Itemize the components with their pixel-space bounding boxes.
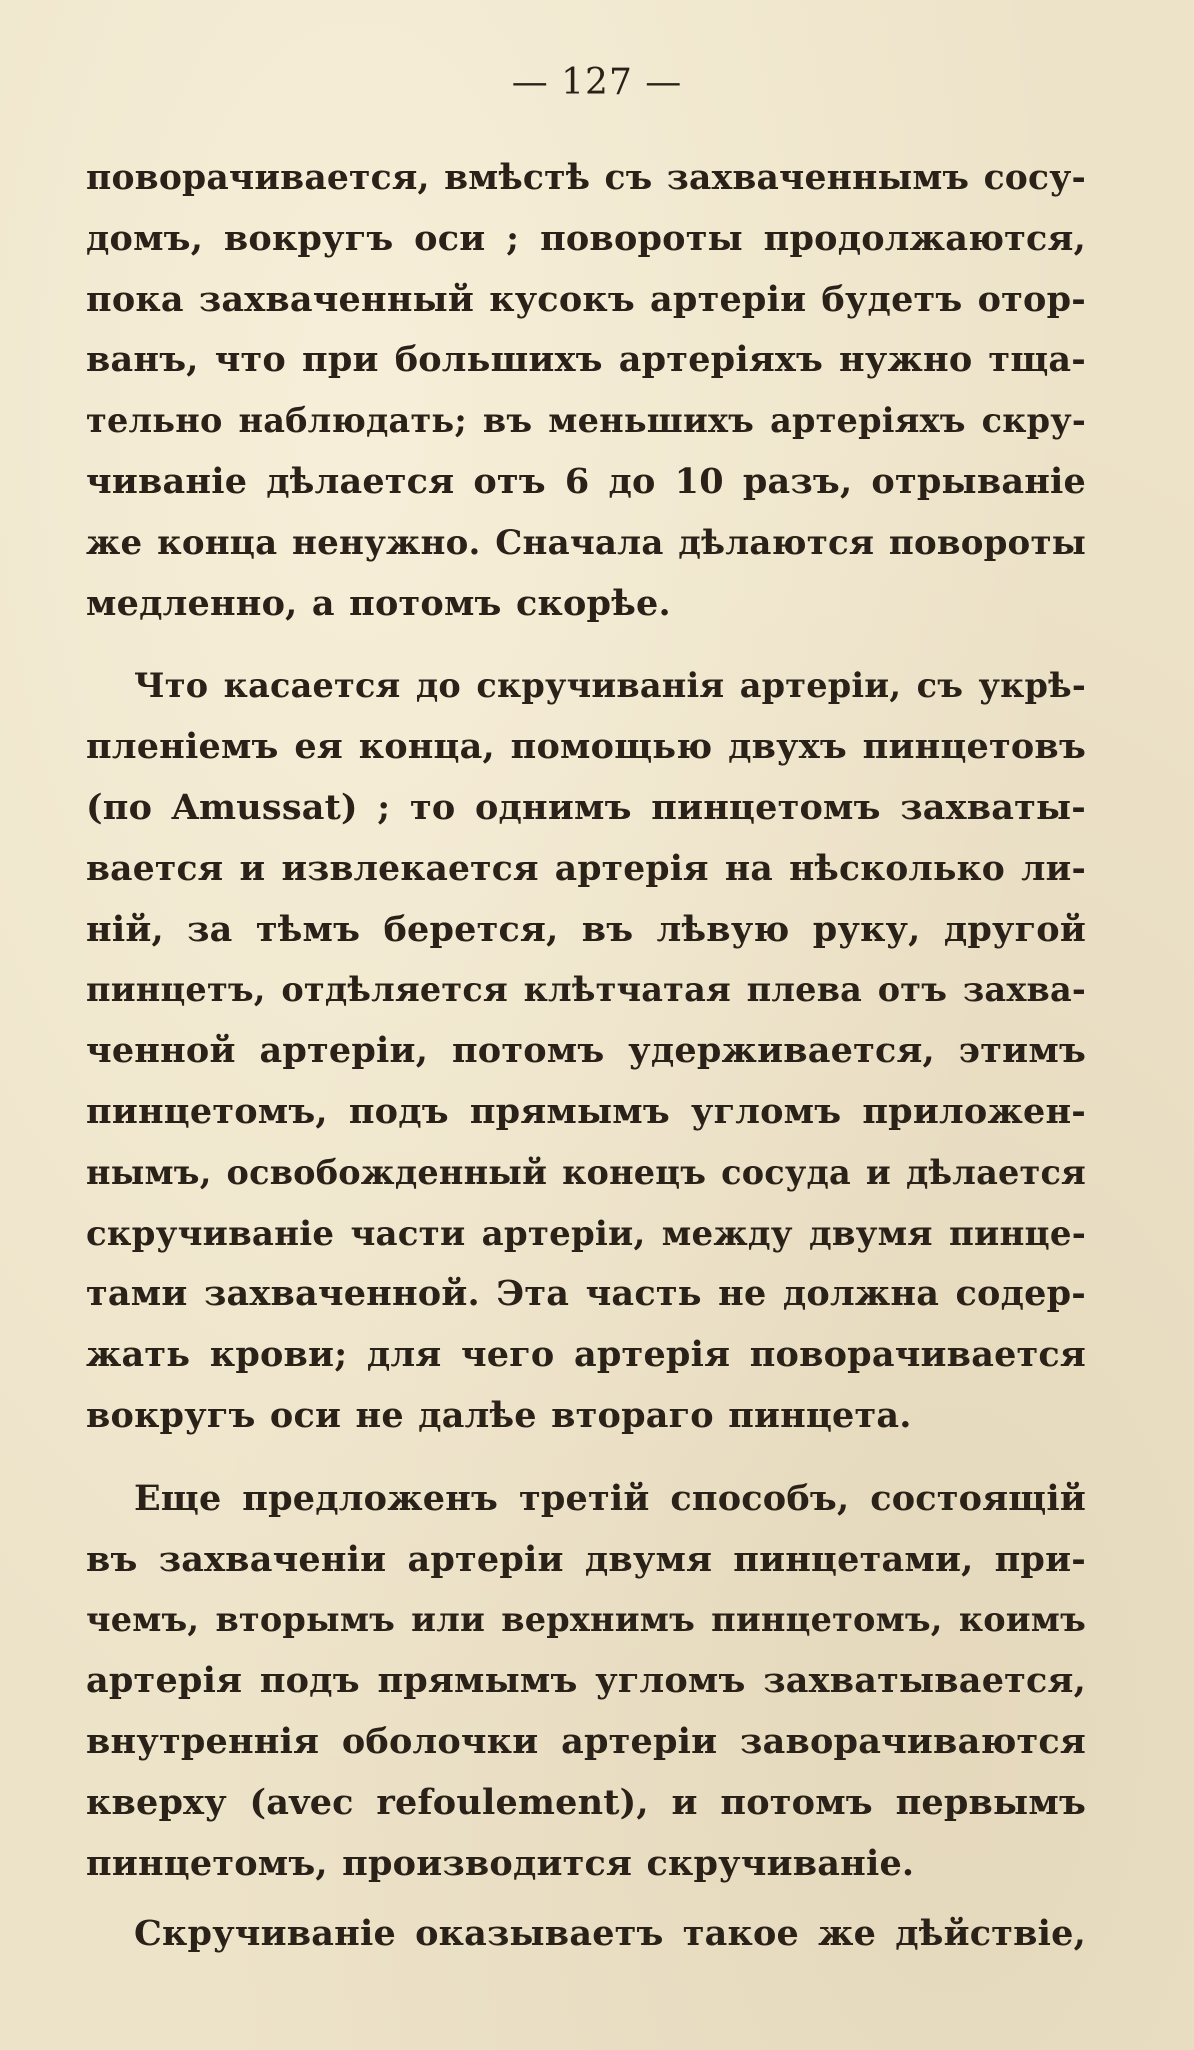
- text-line: пинцетомъ, подъ прямымъ угломъ приложен-: [86, 1090, 1086, 1132]
- text-line: жать крови; для чего артерія поворачивается: [86, 1334, 1086, 1376]
- text-line: кверху (avec refoulement), и потомъ первымъ: [86, 1781, 1086, 1823]
- text-line: чемъ, вторымъ или верхнимъ пинцетомъ, коимъ: [86, 1600, 1086, 1640]
- text-line: нымъ, освобожденный конецъ сосуда и дѣлается: [86, 1152, 1086, 1192]
- text-line: вокругъ оси не далѣе втораго пинцета.: [86, 1394, 912, 1436]
- text-line: (по Amussat) ; то однимъ пинцетомъ захваты-: [86, 786, 1086, 828]
- page-number: — 127 —: [511, 62, 683, 103]
- text-line: ченной артеріи, потомъ удерживается, этимъ: [86, 1030, 1086, 1072]
- text-line: Еще предложенъ третій способъ, состоящій: [134, 1477, 1086, 1519]
- text-line: Скручиваніе оказываетъ такое же дѣйствіе,: [134, 1913, 1086, 1955]
- text-line: артерія подъ прямымъ угломъ захватывается,: [86, 1660, 1086, 1702]
- paragraph-4: [86, 1904, 1086, 1965]
- paragraph-1: [86, 148, 1086, 634]
- text-line: пленіемъ ея конца, помощью двухъ пинцетовъ: [86, 726, 1086, 768]
- text-line: Что касается до скручиванія артеріи, съ укрѣ-: [134, 666, 1086, 706]
- text-line: тельно наблюдать; въ меньшихъ артеріяхъ скру-: [86, 401, 1086, 441]
- text-line: скручиваніе части артеріи, между двумя пинце-: [86, 1213, 1086, 1254]
- text-line: ній, за тѣмъ берется, въ лѣвую руку, другой: [86, 908, 1086, 950]
- text-line: пинцетъ, отдѣляется клѣтчатая плева отъ захва-: [86, 970, 1086, 1010]
- text-line: вается и извлекается артерія на нѣсколько ли-: [86, 848, 1086, 889]
- paragraph-3: [86, 1469, 1086, 1895]
- text-line: поворачивается, вмѣстѣ съ захваченнымъ сосу-: [86, 158, 1086, 198]
- text-line: пока захваченный кусокъ артеріи будетъ отор-: [86, 278, 1086, 320]
- text-line: медленно, а потомъ скорѣе.: [86, 582, 671, 624]
- text-line: ванъ, что при большихъ артеріяхъ нужно тща-: [86, 339, 1086, 381]
- text-line: внутреннія оболочки артеріи заворачиваются: [86, 1720, 1086, 1762]
- text-line: въ захваченіи артеріи двумя пинцетами, при-: [86, 1538, 1086, 1580]
- text-line: пинцетомъ, производится скручиваніе.: [86, 1842, 915, 1884]
- paragraph-2: [86, 656, 1086, 1446]
- text-line: тами захваченной. Эта часть не должна содер-: [86, 1273, 1086, 1315]
- text-line: чиваніе дѣлается отъ 6 до 10 разъ, отрываніе: [86, 460, 1086, 502]
- page-body: [86, 148, 1086, 1965]
- text-line: домъ, вокругъ оси ; повороты продолжаются,: [86, 217, 1086, 259]
- text-line: же конца ненужно. Сначала дѣлаются повороты: [86, 522, 1086, 563]
